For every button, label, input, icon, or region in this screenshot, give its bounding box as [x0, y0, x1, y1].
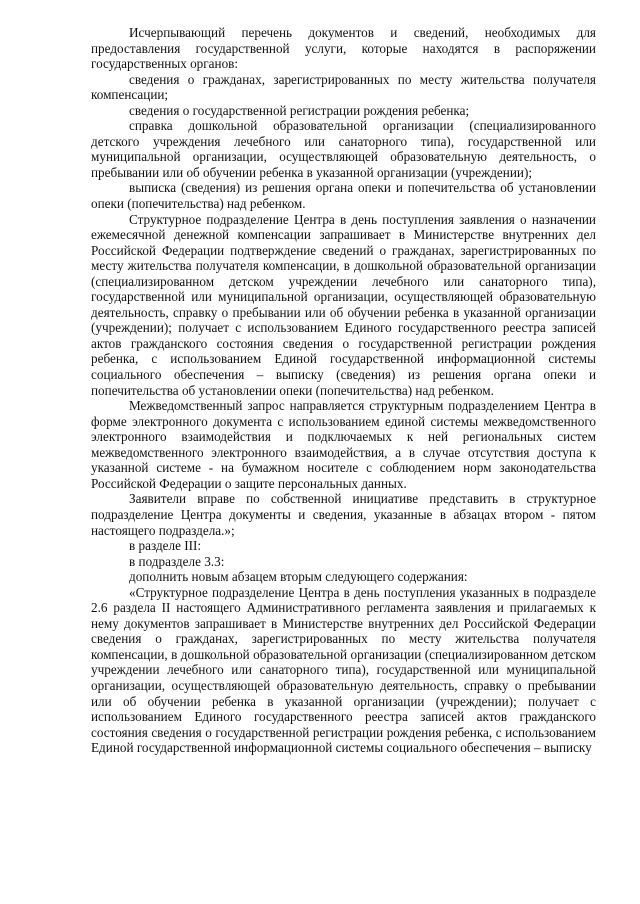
document-page [91, 25, 596, 756]
paragraph-center-request: Структурное подразделение Центра в день поступления заявления о назначении ежемесячной денежной компенсации запрашивает в Министерстве внутренних дел Российской Федерации подтверждение сведений о гражданах, зарегистрированных по месту жительства получателя компенсации, в дошкольной образовательной организации (специализированном детском учреждении лечебного или санаторного типа), государственной или муниципальной организации, осуществляющей образовательную деятельность, справку о пребывании или об обучении ребенка в указанной организации (учреждении); получает с использованием Единого государственного реестра записей актов гражданского состояния сведения о государственной регистрации рождения ребенка, с использованием Единой государственной информационной системы социального обеспечения – выписку (сведения) из решения органа опеки и попечительства об установлении опеки (попечительства) над ребенком. [91, 211, 596, 398]
paragraph-subsection-3-3: в подразделе 3.3: [129, 553, 225, 569]
paragraph-applicant-right: Заявители вправе по собственной инициативе представить в структурное подразделение Центра документы и сведения, указанные в абзацах втором - пятом настоящего подраздела.»; [91, 491, 596, 538]
paragraph-quoted-new-text: «Структурное подразделение Центра в день поступления указанных в подразделе 2.6 раздела II настоящего Административного регламента заявления и прилагаемых к нему документов запрашивает в Министерстве внутренних дел Российской Федерации сведения о гражданах, зарегистрированных по месту жительства получателя компенсации, в дошкольной образовательной организации (специализированном детском учреждении лечебного или санаторного типа), государственной или муниципальной организации, осуществляющей образовательную деятельность, справку о пребывании или об обучении ребенка в указанной организации (учреждении); получает с использованием Единого государственного реестра записей актов гражданского состояния сведения о государственной регистрации рождения ребенка, с использованием Единой государственной информационной системы социального обеспечения – выписку [91, 584, 596, 756]
paragraph-interagency-request: Межведомственный запрос направляется структурным подразделением Центра в форме электронного документа с использованием единой системы межведомственного электронного взаимодействия и подключаемых к ней региональных систем межведомственного электронного взаимодействия, а в случае отсутствия доступа к указанной системе - на бумажном носителе с соблюдением норм законодательства Российской Федерации о защите персональных данных. [91, 398, 596, 491]
paragraph-add-new-second: дополнить новым абзацем вторым следующего содержания: [129, 569, 468, 585]
paragraph-birth-registration: сведения о государственной регистрации рождения ребенка; [129, 102, 470, 118]
paragraph-guardianship-extract: выписка (сведения) из решения органа опеки и попечительства об установлении опеки (попечительства) над ребенком. [91, 180, 596, 212]
paragraph-citizens-registration: сведения о гражданах, зарегистрированных по месту жительства получателя компенсации; [91, 71, 596, 103]
paragraph-documents-list-intro: Исчерпывающий перечень документов и сведений, необходимых для предоставления государственной услуги, которые находятся в распоряжении государственных органов: [91, 25, 596, 72]
paragraph-school-certificate: справка дошкольной образовательной организации (специализированного детского учреждения лечебного или санаторного типа), государственной или муниципальной организации, осуществляющей образовательную деятельность, о пребывании или об обучении ребенка в указанной организации (учреждении); [91, 118, 596, 180]
paragraph-section-iii: в разделе III: [129, 538, 202, 554]
